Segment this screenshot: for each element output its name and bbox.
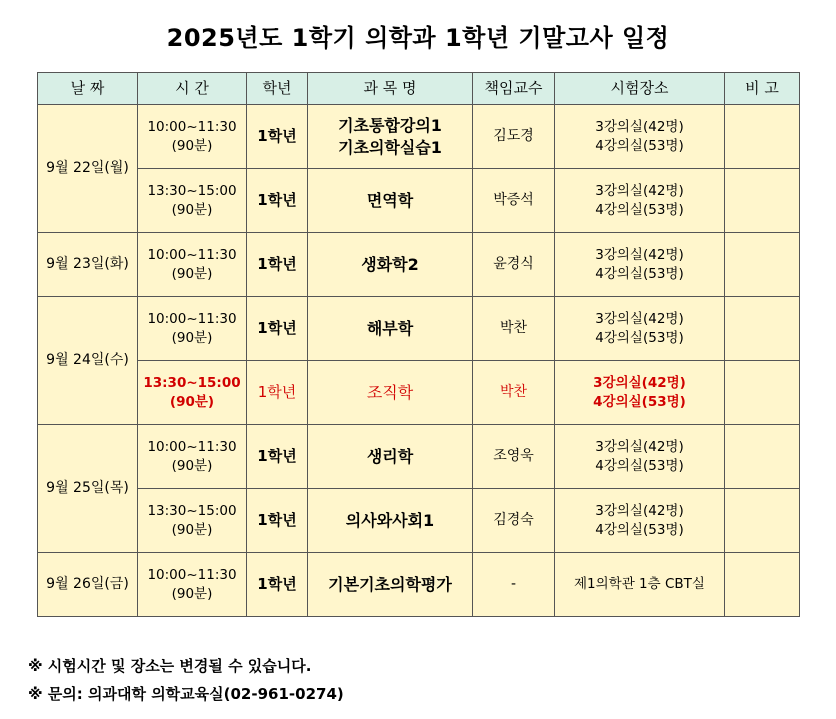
grade-cell: 1학년: [247, 425, 308, 489]
time-range: 10:00~11:30: [147, 246, 237, 263]
professor-cell: 김경숙: [473, 489, 555, 553]
time-range: 10:00~11:30: [147, 438, 237, 455]
professor-cell: 박찬: [473, 297, 555, 361]
subject-name: 면역학: [366, 190, 414, 210]
note-cell: [725, 105, 800, 169]
subject-name: 의사와사회1: [345, 510, 435, 530]
grade-cell: 1학년: [247, 489, 308, 553]
subject-name-2: 기초의학실습1: [338, 137, 442, 157]
note-cell: [725, 489, 800, 553]
grade-cell: 1학년: [247, 553, 308, 617]
room-line-2: 4강의실(53명): [595, 265, 684, 282]
room-line-2: 4강의실(53명): [595, 329, 684, 346]
professor-cell: 박증석: [473, 169, 555, 233]
time-duration: (90분): [171, 585, 213, 602]
note-cell: [725, 169, 800, 233]
header-professor: 책임교수: [473, 73, 555, 105]
time-range: 13:30~15:00: [147, 502, 237, 519]
time-cell: [138, 233, 247, 297]
date-cell: 9월 24일(수): [38, 297, 138, 425]
subject-cell: [308, 169, 473, 233]
date-cell: 9월 26일(금): [38, 553, 138, 617]
room-cell: [555, 489, 725, 553]
time-cell: [138, 297, 247, 361]
footnote-contact: ※ 문의: 의과대학 의학교육실(02-961-0274): [28, 685, 344, 703]
note-cell: [725, 361, 800, 425]
subject-cell: [308, 489, 473, 553]
exam-schedule-table: [37, 72, 800, 617]
room-line-1: 3강의실(42명): [595, 118, 684, 135]
subject-cell: [308, 233, 473, 297]
subject-cell: [308, 297, 473, 361]
table-row: [38, 105, 800, 169]
subject-cell: [308, 361, 473, 425]
note-cell: [725, 297, 800, 361]
room-line-1: 3강의실(42명): [593, 374, 686, 391]
note-cell: [725, 233, 800, 297]
time-range: 10:00~11:30: [147, 310, 237, 327]
subject-name: 조직학: [366, 382, 414, 402]
table-row: [38, 169, 800, 233]
table-row: [38, 233, 800, 297]
footnotes: [28, 652, 344, 708]
time-range: 10:00~11:30: [147, 118, 237, 135]
subject-cell: [308, 425, 473, 489]
table-row: [38, 553, 800, 617]
room-line-1: 제1의학관 1층 CBT실: [574, 576, 705, 592]
subject-name: 생리학: [366, 446, 414, 466]
table-row: [38, 425, 800, 489]
professor-cell: 윤경식: [473, 233, 555, 297]
room-cell: [555, 361, 725, 425]
time-duration: (90분): [171, 457, 213, 474]
room-line-1: 3강의실(42명): [595, 246, 684, 263]
date-cell: 9월 25일(목): [38, 425, 138, 553]
professor-cell: 조영욱: [473, 425, 555, 489]
date-cell: 9월 22일(월): [38, 105, 138, 233]
room-cell: [555, 233, 725, 297]
time-duration: (90분): [171, 521, 213, 538]
subject-name: 기초통합강의1: [338, 115, 442, 135]
table-row: [38, 489, 800, 553]
grade-cell: 1학년: [247, 233, 308, 297]
professor-cell: 박찬: [473, 361, 555, 425]
note-cell: [725, 553, 800, 617]
note-cell: [725, 425, 800, 489]
room-cell: [555, 553, 725, 617]
room-line-2: 4강의실(53명): [595, 137, 684, 154]
time-cell: [138, 105, 247, 169]
header-note: 비 고: [725, 73, 800, 105]
time-range: 10:00~11:30: [147, 566, 237, 583]
time-duration: (90분): [169, 393, 215, 410]
room-cell: [555, 105, 725, 169]
time-cell: [138, 489, 247, 553]
time-duration: (90분): [171, 265, 213, 282]
page-title: 2025년도 1학기 의학과 1학년 기말고사 일정: [166, 24, 670, 52]
subject-name: 기본기초의학평가: [328, 574, 452, 594]
time-duration: (90분): [171, 329, 213, 346]
room-line-1: 3강의실(42명): [595, 310, 684, 327]
subject-cell: [308, 553, 473, 617]
header-grade: 학년: [247, 73, 308, 105]
time-cell: [138, 553, 247, 617]
room-line-1: 3강의실(42명): [595, 502, 684, 519]
room-cell: [555, 297, 725, 361]
table-row: [38, 297, 800, 361]
time-range: 13:30~15:00: [147, 182, 237, 199]
grade-cell: 1학년: [247, 361, 308, 425]
professor-cell: 김도경: [473, 105, 555, 169]
header-row: [38, 73, 800, 105]
subject-cell: [308, 105, 473, 169]
subject-name: 생화학2: [361, 254, 419, 274]
grade-cell: 1학년: [247, 297, 308, 361]
grade-cell: 1학년: [247, 105, 308, 169]
subject-name: 해부학: [366, 318, 414, 338]
time-duration: (90분): [171, 201, 213, 218]
professor-cell: -: [473, 553, 555, 617]
grade-cell: 1학년: [247, 169, 308, 233]
room-cell: [555, 425, 725, 489]
time-duration: (90분): [171, 137, 213, 154]
table-row-highlighted: [38, 361, 800, 425]
room-line-2: 4강의실(53명): [593, 393, 686, 410]
room-line-1: 3강의실(42명): [595, 438, 684, 455]
time-cell: [138, 361, 247, 425]
time-cell: [138, 169, 247, 233]
room-line-2: 4강의실(53명): [595, 457, 684, 474]
room-line-2: 4강의실(53명): [595, 521, 684, 538]
room-line-2: 4강의실(53명): [595, 201, 684, 218]
header-date: 날 짜: [38, 73, 138, 105]
room-cell: [555, 169, 725, 233]
footnote-change-notice: ※ 시험시간 및 장소는 변경될 수 있습니다.: [28, 657, 312, 675]
date-cell: 9월 23일(화): [38, 233, 138, 297]
time-range: 13:30~15:00: [143, 374, 241, 391]
time-cell: [138, 425, 247, 489]
room-line-1: 3강의실(42명): [595, 182, 684, 199]
header-subject: 과 목 명: [308, 73, 473, 105]
header-time: 시 간: [138, 73, 247, 105]
header-room: 시험장소: [555, 73, 725, 105]
